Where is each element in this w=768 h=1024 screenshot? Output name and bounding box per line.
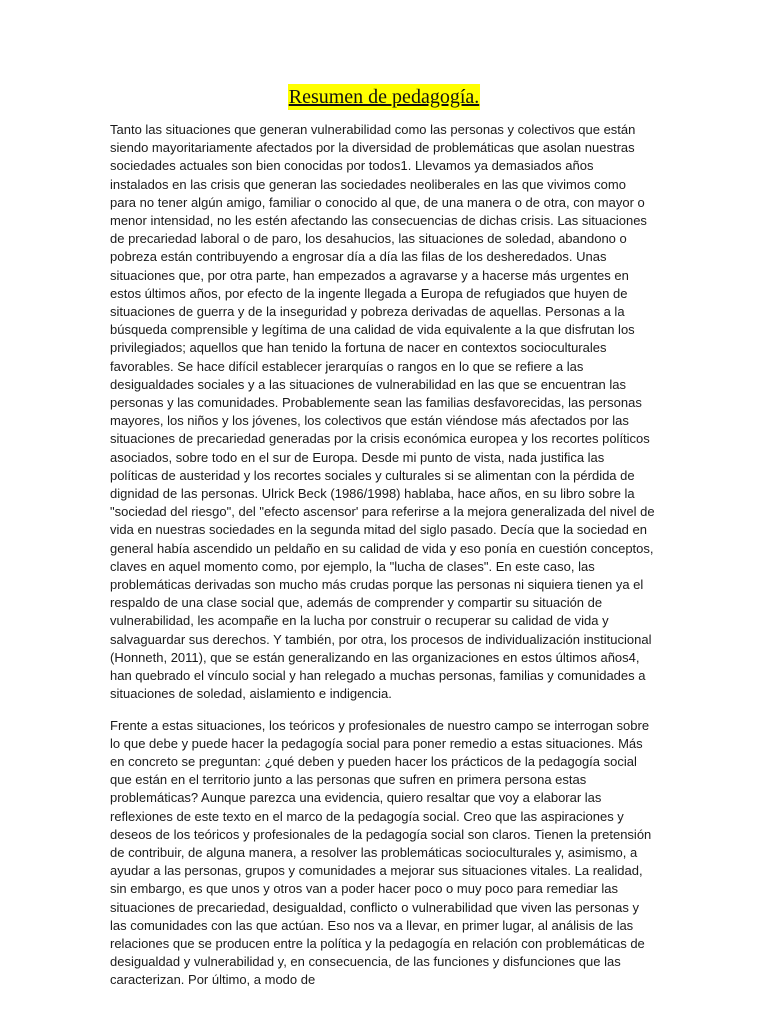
paragraph-1: Tanto las situaciones que generan vulnerabilidad como las personas y colectivos que están siendo mayoritariamente afectados por la diversidad de problemáticas que asolan nuestras sociedades actuales son bien conocidas por todos1. Llevamos ya demasiados años instalados en las crisis que generan las sociedades neoliberales en las que vivimos como para no tener algún amigo, familiar o conocido al que, de una manera o de otra, con mayor o menor intensidad, no les estén afectando las consecuencias de dichas crisis. Las situaciones de precariedad laboral o de paro, los desahucios, las situaciones de soledad, abandono o pobreza están contribuyendo a engrosar día a día las filas de los desheredados. Unas situaciones que, por otra parte, han empezados a agravarse y a hacerse más urgentes en estos últimos años, por efecto de la ingente llegada a Europa de refugiados que huyen de situaciones de guerra y de la inseguridad y pobreza derivadas de aquellas. Personas a la búsqueda comprensible y legítima de una calidad de vida equivalente a la que disfrutan los privilegiados; aquellos que han tenido la fortuna de nacer en contextos socioculturales favorables. Se hace difícil establecer jerarquías o rangos en lo que se refiere a las desigualdades sociales y a las situaciones de vulnerabilidad en las que se encuentran las personas y las comunidades. Probablemente sean las familias desfavorecidas, las personas mayores, los niños y los jóvenes, los colectivos que están viéndose más afectados por las situaciones de precariedad generadas por la crisis económica europea y los recortes políticos asociados, sobre todo en el sur de Europa. Desde mi punto de vista, nada justifica las políticas de austeridad y los recortes sociales y culturales si se alimentan con la pérdida de dignidad de las personas. Ulrick Beck (1986/1998) hablaba, hace años, en su libro sobre la "sociedad del riesgo", del "efecto ascensor' para referirse a la mejora generalizada del nivel de vida en nuestras sociedades en la segunda mitad del siglo pasado. Decía que la sociedad en general había ascendido un peldaño en su calidad de vida y eso ponía en cuestión conceptos, claves en aquel momento como, por ejemplo, la "lucha de clases". En este caso, las problemáticas derivadas son mucho más crudas porque las personas ni siquiera tienen ya el respaldo de una clase social que, además de comprender y compartir su situación de vulnerabilidad, les acompañe en la lucha por construir o recuperar su calidad de vida y salvaguardar sus derechos. Y también, por otra, los procesos de individualización institucional (Honneth, 2011), que se están generalizando en las organizaciones en estos últimos años4, han quebrado el vínculo social y han relegado a muchas personas, familias y comunidades a situaciones de soledad, aislamiento e indigencia. <box>110 122 655 702</box>
document-title: Resumen de pedagogía. <box>288 86 480 108</box>
title-container <box>0 84 768 110</box>
document-body <box>110 121 655 1003</box>
paragraph-2: Frente a estas situaciones, los teóricos y profesionales de nuestro campo se interrogan sobre lo que debe y puede hacer la pedagogía social para poner remedio a estas situaciones. Más en concreto se preguntan: ¿qué deben y pueden hacer los prácticos de la pedagogía social que están en el territorio junto a las personas que sufren en primera persona estas problemáticas? Aunque parezca una evidencia, quiero resaltar que voy a elaborar las reflexiones de este texto en el marco de la pedagogía social. Creo que las aspiraciones y deseos de los teóricos y profesionales de la pedagogía social son claros. Tienen la pretensión de contribuir, de alguna manera, a resolver las problemáticas socioculturales y, asimismo, a ayudar a las personas, grupos y comunidades a mejorar sus situaciones vitales. La realidad, sin embargo, es que unos y otros van a poder hacer poco o muy poco para remediar las situaciones de precariedad, desigualdad, conflicto o vulnerabilidad que viven las personas y las comunidades con las que actúan. Eso nos va a llevar, en primer lugar, al análisis de las relaciones que se producen entre la política y la pedagogía en relación con problemáticas de desigualdad y vulnerabilidad y, en consecuencia, de las funciones y disfunciones que las caracterizan. Por último, a modo de <box>110 717 652 988</box>
